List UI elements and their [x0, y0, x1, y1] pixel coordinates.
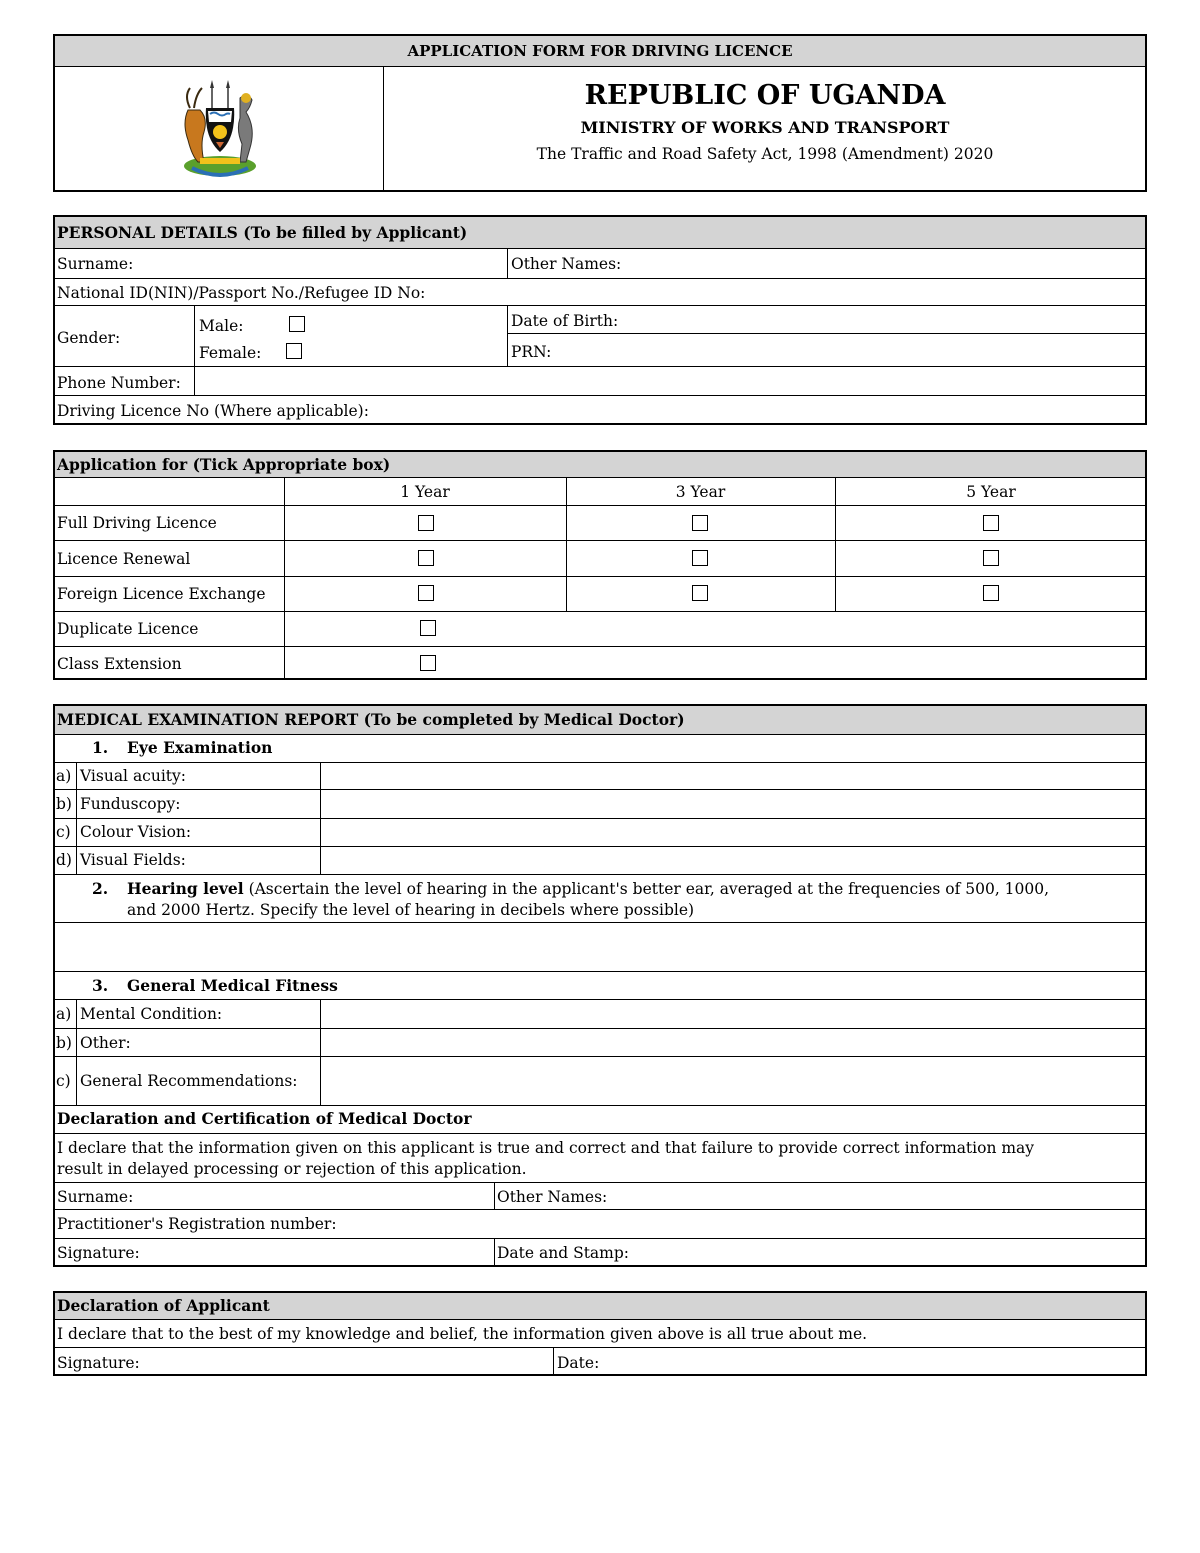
colour-vision-label: Colour Vision: [80, 823, 192, 841]
other-names-label: Other Names: [511, 255, 622, 273]
divider [194, 366, 195, 395]
female-label: Female: [199, 344, 262, 362]
divider [507, 305, 508, 366]
surname-label: Surname: [57, 255, 134, 273]
prn-field[interactable] [560, 335, 1144, 364]
visual-fields-label: Visual Fields: [80, 851, 186, 869]
row-licence-renewal: Licence Renewal [57, 550, 191, 568]
divider [53, 762, 1147, 763]
divider [53, 305, 1147, 306]
applicant-declaration-heading: Declaration of Applicant [57, 1296, 270, 1315]
date-stamp-field[interactable] [645, 1240, 1144, 1264]
mental-condition-label: Mental Condition: [80, 1005, 223, 1023]
divider [53, 874, 1147, 875]
phone-label: Phone Number: [57, 374, 181, 392]
row-class-extension: Class Extension [57, 655, 182, 673]
divider [494, 1238, 495, 1267]
licence-no-label: Driving Licence No (Where applicable): [57, 402, 369, 420]
divider [53, 1238, 1147, 1239]
foreign-exchange-5yr-checkbox[interactable] [983, 585, 999, 601]
visual-acuity-field[interactable] [323, 764, 1144, 787]
doctor-other-names-field[interactable] [620, 1184, 1144, 1207]
divider [53, 846, 1147, 847]
divider [53, 395, 1147, 396]
applicant-declaration-text: I declare that to the best of my knowledge and belief, the information given above is all true about me. [57, 1325, 868, 1343]
divider [494, 1182, 495, 1209]
divider [53, 818, 1147, 819]
hearing-number: 2. [92, 879, 109, 898]
male-checkbox[interactable] [289, 316, 305, 332]
duplicate-licence-checkbox[interactable] [420, 620, 436, 636]
country-title: REPUBLIC OF UGANDA [584, 80, 946, 111]
item-letter: a) [56, 1005, 72, 1023]
other-medical-field[interactable] [323, 1030, 1144, 1054]
general-fitness-number: 3. [92, 976, 109, 995]
doctor-surname-field[interactable] [145, 1184, 491, 1207]
funduscopy-field[interactable] [323, 791, 1144, 816]
row-full-driving-licence: Full Driving Licence [57, 514, 217, 532]
divider [53, 1209, 1147, 1210]
foreign-exchange-1yr-checkbox[interactable] [418, 585, 434, 601]
surname-field[interactable] [150, 250, 504, 276]
female-checkbox[interactable] [286, 343, 302, 359]
other-names-field[interactable] [640, 250, 1144, 276]
hearing-title: Hearing level [127, 879, 244, 898]
doctor-signature-field[interactable] [148, 1240, 491, 1264]
applicant-date-field[interactable] [605, 1349, 1144, 1374]
dob-label: Date of Birth: [511, 312, 619, 330]
general-fitness-title: General Medical Fitness [127, 976, 338, 995]
mental-condition-field[interactable] [323, 1001, 1144, 1026]
divider [53, 611, 1147, 612]
divider [194, 305, 195, 366]
prn-label: PRN: [511, 343, 552, 361]
eye-exam-title: Eye Examination [127, 738, 273, 757]
divider [53, 576, 1147, 577]
hearing-level-field[interactable] [55, 924, 1144, 969]
applicant-date-label: Date: [557, 1354, 600, 1372]
application-heading: Application for (Tick Appropriate box) [57, 455, 391, 474]
divider [53, 66, 1147, 67]
colour-vision-field[interactable] [323, 820, 1144, 844]
coat-of-arms-emblem [170, 78, 270, 180]
divider [53, 366, 1147, 367]
male-label: Male: [199, 317, 244, 335]
licence-no-field[interactable] [395, 397, 1144, 423]
divider [53, 505, 1147, 506]
item-letter: a) [56, 767, 72, 785]
doctor-other-names-label: Other Names: [497, 1188, 608, 1206]
divider [53, 922, 1147, 923]
full-licence-5yr-checkbox[interactable] [983, 515, 999, 531]
divider [53, 1028, 1147, 1029]
divider [507, 248, 508, 278]
divider [53, 540, 1147, 541]
foreign-exchange-3yr-checkbox[interactable] [692, 585, 708, 601]
col-3-year: 3 Year [675, 483, 726, 501]
renewal-5yr-checkbox[interactable] [983, 550, 999, 566]
date-stamp-label: Date and Stamp: [497, 1244, 629, 1262]
gender-label: Gender: [57, 329, 121, 347]
item-letter: c) [56, 1072, 71, 1090]
divider [53, 1319, 1147, 1320]
general-recommendations-field[interactable] [323, 1058, 1144, 1103]
form-title: APPLICATION FORM FOR DRIVING LICENCE [407, 42, 793, 60]
divider [53, 646, 1147, 647]
act-reference: The Traffic and Road Safety Act, 1998 (Amendment) 2020 [536, 145, 994, 163]
funduscopy-label: Funduscopy: [80, 795, 181, 813]
national-id-field[interactable] [460, 280, 1144, 304]
divider [76, 762, 77, 874]
full-licence-1yr-checkbox[interactable] [418, 515, 434, 531]
item-letter: b) [56, 795, 72, 813]
doctor-signature-label: Signature: [57, 1244, 140, 1262]
col-5-year: 5 Year [966, 483, 1016, 501]
visual-acuity-label: Visual acuity: [80, 767, 187, 785]
registration-number-label: Practitioner's Registration number: [57, 1215, 337, 1233]
divider [76, 999, 77, 1105]
divider [53, 1182, 1147, 1183]
phone-field[interactable] [197, 368, 1144, 394]
divider [53, 477, 1147, 478]
doctor-declaration-heading: Declaration and Certification of Medical Doctor [57, 1109, 472, 1128]
hearing-description-cont: and 2000 Hertz. Specify the level of hearing in decibels where possible) [127, 901, 695, 919]
visual-fields-field[interactable] [323, 848, 1144, 872]
national-id-label: National ID(NIN)/Passport No./Refugee ID No: [57, 284, 426, 302]
divider [53, 971, 1147, 972]
renewal-1yr-checkbox[interactable] [418, 550, 434, 566]
other-medical-label: Other: [80, 1034, 131, 1052]
doctor-surname-label: Surname: [57, 1188, 134, 1206]
divider [507, 333, 1147, 334]
divider [53, 1133, 1147, 1134]
medical-heading: MEDICAL EXAMINATION REPORT (To be completed by Medical Doctor) [57, 710, 685, 729]
divider [320, 762, 321, 874]
hearing-line-1 [127, 880, 1049, 898]
item-letter: b) [56, 1034, 72, 1052]
divider [53, 248, 1147, 249]
divider [553, 1347, 554, 1376]
general-recommendations-label: General Recommendations: [80, 1072, 298, 1090]
dob-field[interactable] [640, 307, 1144, 331]
divider [284, 477, 285, 680]
row-duplicate-licence: Duplicate Licence [57, 620, 199, 638]
full-licence-3yr-checkbox[interactable] [692, 515, 708, 531]
divider [53, 1056, 1147, 1057]
col-1-year: 1 Year [400, 483, 450, 501]
item-letter: d) [56, 851, 72, 869]
doctor-declaration-text-cont: result in delayed processing or rejection of this application. [57, 1160, 527, 1178]
doctor-declaration-text: I declare that the information given on this applicant is true and correct and that failure to provide correct information may [57, 1139, 1035, 1157]
ministry-title: MINISTRY OF WORKS AND TRANSPORT [580, 118, 950, 137]
divider [53, 734, 1147, 735]
divider [53, 999, 1147, 1000]
class-extension-checkbox[interactable] [420, 655, 436, 671]
divider [320, 999, 321, 1105]
personal-heading: PERSONAL DETAILS (To be filled by Applicant) [57, 223, 468, 242]
divider [53, 1105, 1147, 1106]
applicant-signature-field[interactable] [148, 1349, 550, 1374]
row-foreign-licence-exchange: Foreign Licence Exchange [57, 585, 266, 603]
hearing-description: (Ascertain the level of hearing in the applicant's better ear, averaged at the frequencies of 500, 1000, [248, 880, 1050, 898]
item-letter: c) [56, 823, 71, 841]
applicant-signature-label: Signature: [57, 1354, 140, 1372]
divider [53, 278, 1147, 279]
divider [53, 789, 1147, 790]
divider [53, 1347, 1147, 1348]
registration-number-field[interactable] [362, 1211, 1144, 1236]
eye-exam-number: 1. [92, 738, 109, 757]
renewal-3yr-checkbox[interactable] [692, 550, 708, 566]
